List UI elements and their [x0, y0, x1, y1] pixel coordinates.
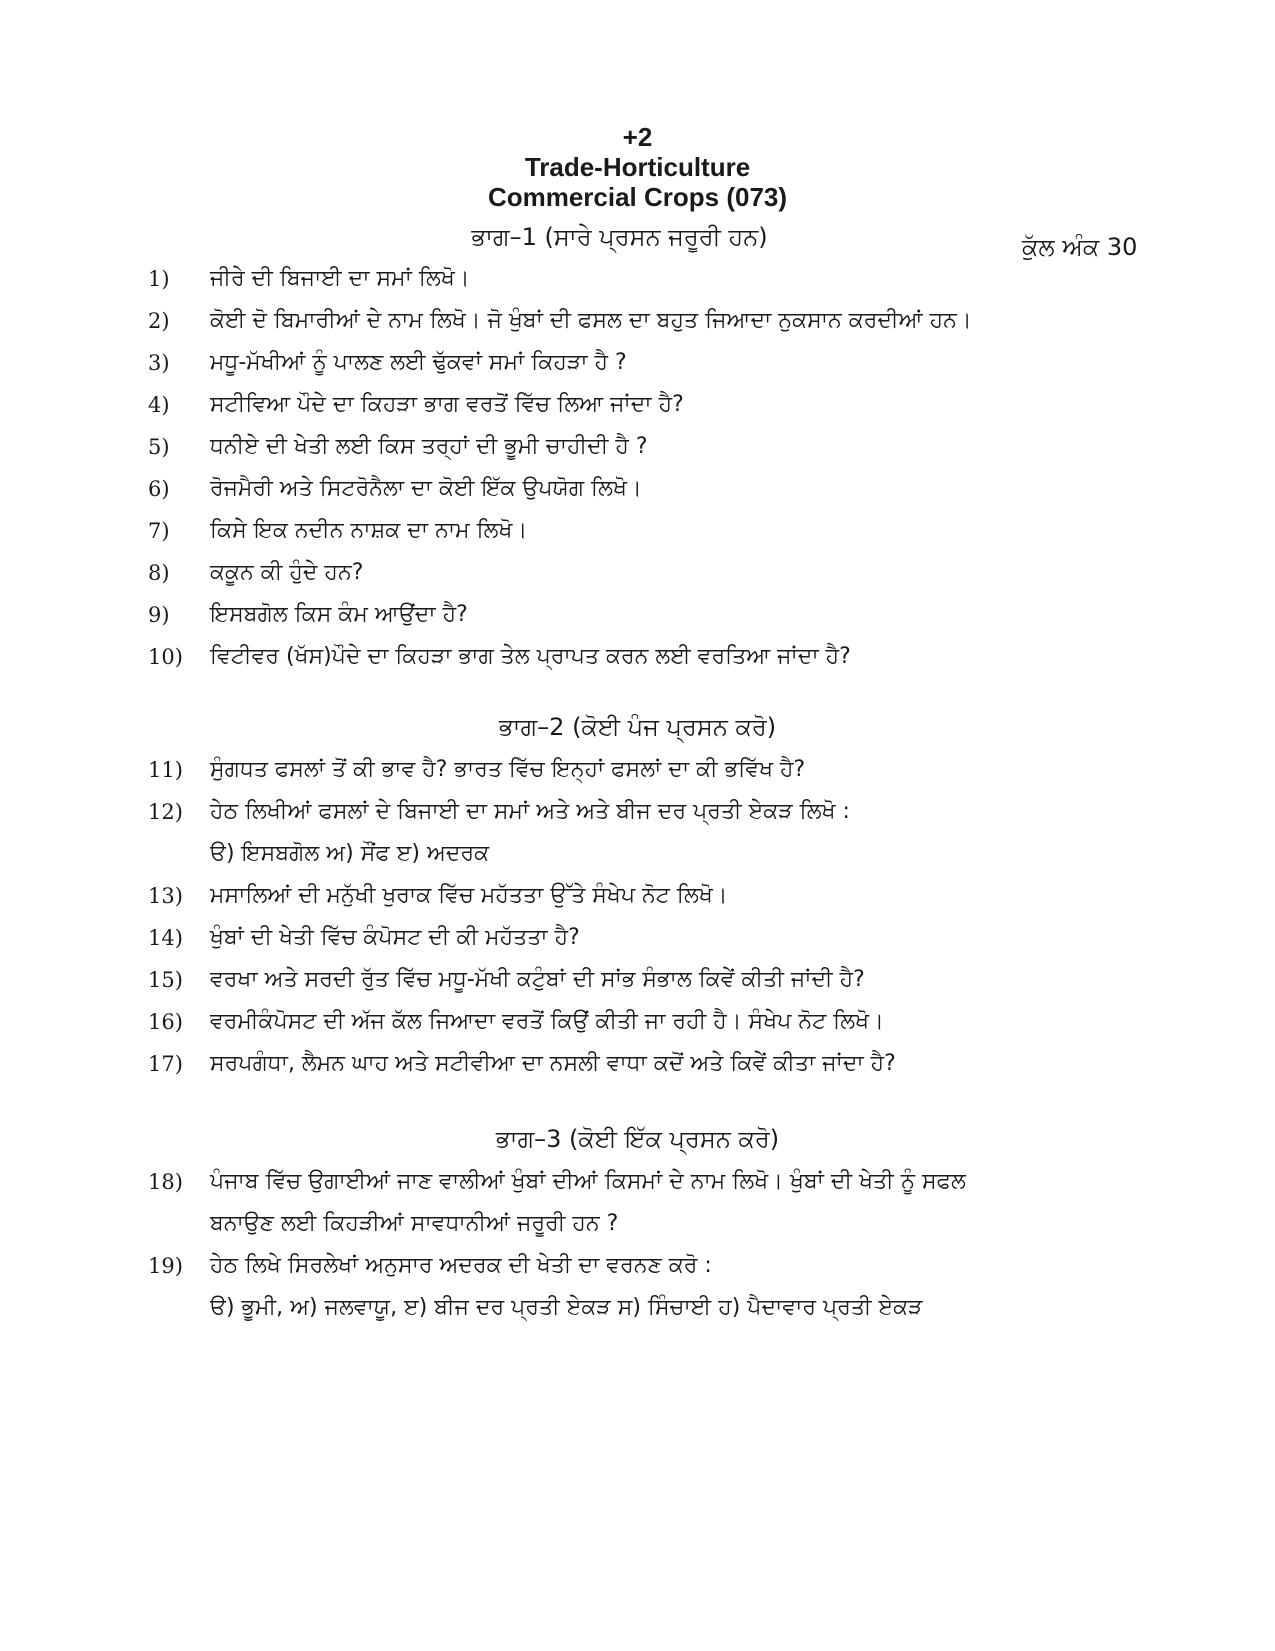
question-text: ਵਰਮੀਕੰਪੋਸਟ ਦੀ ਅੱਜ ਕੱਲ ਜਿਆਦਾ ਵਰਤੋਂ ਕਿਉਂ ਕੀਤੀ ਜਾ ਰਹੀ ਹੈ। ਸੰਖੇਪ ਨੋਟ ਲਿਖੋ। — [210, 1009, 884, 1034]
question-text: ਜੀਰੇ ਦੀ ਬਿਜਾਈ ਦਾ ਸਮਾਂ ਲਿਖੋ। — [210, 266, 470, 291]
question-item — [148, 749, 1148, 791]
question-number: 9) — [148, 603, 170, 627]
question-text: ਵਿਟੀਵਰ (ਖੱਸ)ਪੌਦੇ ਦਾ ਕਿਹੜਾ ਭਾਗ ਤੇਲ ਪ੍ਰਾਪਤ ਕਰਨ ਲਈ ਵਰਤਿਆ ਜਾਂਦਾ ਹੈ? — [210, 644, 851, 669]
question-text: ਕੋਈ ਦੋ ਬਿਮਾਰੀਆਂ ਦੇ ਨਾਮ ਲਿਖੋ। ਜੋ ਖੁੰਬਾਂ ਦੀ ਫਸਲ ਦਾ ਬਹੁਤ ਜਿਆਦਾ ਨੁਕਸਾਨ ਕਰਦੀਆਂ ਹਨ। — [210, 308, 972, 333]
question-item — [148, 300, 1148, 342]
question-number: 19) — [148, 1254, 183, 1278]
question-number: 13) — [148, 884, 183, 908]
part2-question-list — [148, 749, 1148, 1085]
part3-question-list — [148, 1161, 1148, 1329]
question-text: ਮਧੂ-ਮੱਖੀਆਂ ਨੂੰ ਪਾਲਣ ਲਈ ਢੁੱਕਵਾਂ ਸਮਾਂ ਕਿਹੜਾ ਹੈ ? — [210, 350, 627, 375]
question-number: 7) — [148, 519, 170, 543]
question-subparts: ੳ) ਭੂਮੀ, ਅ) ਜਲਵਾਯੂ, ੲ) ਬੀਜ ਦਰ ਪ੍ਰਤੀ ਏਕੜ ਸ) ਸਿੰਚਾਈ ਹ) ਪੈਦਾਵਾਰ ਪ੍ਰਤੀ ਏਕੜ — [210, 1295, 923, 1320]
question-text: ਮਸਾਲਿਆਂ ਦੀ ਮਨੁੱਖੀ ਖੁਰਾਕ ਵਿੱਚ ਮਹੱਤਤਾ ਉੱਤੇ ਸੰਖੇਪ ਨੋਟ ਲਿਖੋ। — [210, 883, 728, 908]
question-text: ਧਨੀਏ ਦੀ ਖੇਤੀ ਲਈ ਕਿਸ ਤਰ੍ਹਾਂ ਦੀ ਭੂਮੀ ਚਾਹੀਦੀ ਹੈ ? — [210, 434, 648, 459]
question-item — [148, 636, 1148, 678]
question-number: 15) — [148, 968, 183, 992]
question-number: 5) — [148, 435, 170, 459]
question-number: 1) — [148, 267, 170, 291]
question-item — [148, 468, 1148, 510]
question-item — [148, 1245, 1148, 1329]
paper-header — [0, 122, 1275, 212]
subject-title: Commercial Crops (073) — [487, 182, 788, 212]
question-number: 16) — [148, 1010, 183, 1034]
question-number: 17) — [148, 1052, 183, 1076]
question-text-continued: ਬਨਾਉਣ ਲਈ ਕਿਹੜੀਆਂ ਸਾਵਧਾਨੀਆਂ ਜਰੂਰੀ ਹਨ ? — [210, 1211, 619, 1236]
part2-title: ਭਾਗ–2 (ਕੋਈ ਪੰਜ ਪ੍ਰਸਨ ਕਰੋ) — [498, 713, 777, 741]
question-item — [148, 342, 1148, 384]
question-text: ਕਕੂਨ ਕੀ ਹੁੰਦੇ ਹਨ? — [210, 560, 364, 585]
question-text: ਸਟੀਵਿਆ ਪੌਦੇ ਦਾ ਕਿਹੜਾ ਭਾਗ ਵਰਤੋਂ ਵਿੱਚ ਲਿਆ ਜਾਂਦਾ ਹੈ? — [210, 392, 684, 417]
question-text: ਕਿਸੇ ਇਕ ਨਦੀਨ ਨਾਸ਼ਕ ਦਾ ਨਾਮ ਲਿਖੋ। — [210, 518, 528, 543]
question-number: 8) — [148, 561, 170, 585]
part1-question-list — [148, 258, 1148, 678]
question-item — [148, 510, 1148, 552]
question-text: ਹੇਠ ਲਿਖੇ ਸਿਰਲੇਖਾਂ ਅਨੁਸਾਰ ਅਦਰਕ ਦੀ ਖੇਤੀ ਦਾ ਵਰਨਣ ਕਰੋ : — [210, 1253, 712, 1278]
question-item — [148, 875, 1148, 917]
total-marks: ਕੁੱਲ ਅੰਕ 30 — [1022, 233, 1138, 261]
question-number: 12) — [148, 800, 183, 824]
question-item — [148, 552, 1148, 594]
question-item — [148, 791, 1148, 875]
part1-title: ਭਾਗ–1 (ਸਾਰੇ ਪ੍ਰਸਨ ਜਰੂਰੀ ਹਨ) — [471, 223, 768, 251]
question-text: ਹੇਠ ਲਿਖੀਆਂ ਫਸਲਾਂ ਦੇ ਬਿਜਾਈ ਦਾ ਸਮਾਂ ਅਤੇ ਅਤੇ ਬੀਜ ਦਰ ਪ੍ਰਤੀ ਏਕੜ ਲਿਖੋ : — [210, 799, 850, 824]
question-text: ਖੁੰਬਾਂ ਦੀ ਖੇਤੀ ਵਿੱਚ ਕੰਪੋਸਟ ਦੀ ਕੀ ਮਹੱਤਤਾ ਹੈ? — [210, 925, 580, 950]
question-item — [148, 917, 1148, 959]
part3-title: ਭਾਗ–3 (ਕੋਈ ਇੱਕ ਪ੍ਰਸਨ ਕਰੋ) — [495, 1125, 780, 1153]
question-text: ਵਰਖਾ ਅਤੇ ਸਰਦੀ ਰੁੱਤ ਵਿੱਚ ਮਧੂ-ਮੱਖੀ ਕਟੁੰਬਾਂ ਦੀ ਸਾਂਭ ਸੰਭਾਲ ਕਿਵੇਂ ਕੀਤੀ ਜਾਂਦੀ ਹੈ? — [210, 967, 865, 992]
question-item — [148, 258, 1148, 300]
question-number: 3) — [148, 351, 170, 375]
question-number: 6) — [148, 477, 170, 501]
question-item — [148, 1161, 1148, 1245]
question-item — [148, 1043, 1148, 1085]
question-number: 18) — [148, 1170, 183, 1194]
question-text: ਰੋਜਮੈਰੀ ਅਤੇ ਸਿਟਰੋਨੈਲਾ ਦਾ ਕੋਈ ਇੱਕ ਉਪਯੋਗ ਲਿਖੋ। — [210, 476, 642, 501]
question-subparts: ੳ) ਇਸਬਗੋਲ ਅ) ਸੌਂਫ ੲ) ਅਦਰਕ — [210, 841, 490, 866]
question-text: ਇਸਬਗੋਲ ਕਿਸ ਕੰਮ ਆਉਂਦਾ ਹੈ? — [210, 602, 468, 627]
question-item — [148, 959, 1148, 1001]
question-item — [148, 1001, 1148, 1043]
question-number: 4) — [148, 393, 170, 417]
question-number: 10) — [148, 645, 183, 669]
question-item — [148, 384, 1148, 426]
question-number: 11) — [148, 758, 183, 782]
question-text: ਸਰਪਗੰਧਾ, ਲੈਮਨ ਘਾਹ ਅਤੇ ਸਟੀਵੀਆ ਦਾ ਨਸਲੀ ਵਾਧਾ ਕਦੋਂ ਅਤੇ ਕਿਵੇਂ ਕੀਤਾ ਜਾਂਦਾ ਹੈ? — [210, 1051, 896, 1076]
question-number: 2) — [148, 309, 170, 333]
trade-title: Trade-Horticulture — [524, 152, 751, 182]
question-text: ਸੁੰਗਧਤ ਫਸਲਾਂ ਤੋਂ ਕੀ ਭਾਵ ਹੈ? ਭਾਰਤ ਵਿੱਚ ਇਨ੍ਹਾਂ ਫਸਲਾਂ ਦਾ ਕੀ ਭਵਿੱਖ ਹੈ? — [210, 757, 806, 782]
question-item — [148, 594, 1148, 636]
question-text: ਪੰਜਾਬ ਵਿੱਚ ਉਗਾਈਆਂ ਜਾਣ ਵਾਲੀਆਂ ਖੁੰਬਾਂ ਦੀਆਂ ਕਿਸਮਾਂ ਦੇ ਨਾਮ ਲਿਖੋ। ਖੁੰਬਾਂ ਦੀ ਖੇਤੀ ਨੂੰ ਸਫਲ — [210, 1169, 966, 1194]
question-number: 14) — [148, 926, 183, 950]
class-level: +2 — [622, 122, 653, 152]
question-item — [148, 426, 1148, 468]
